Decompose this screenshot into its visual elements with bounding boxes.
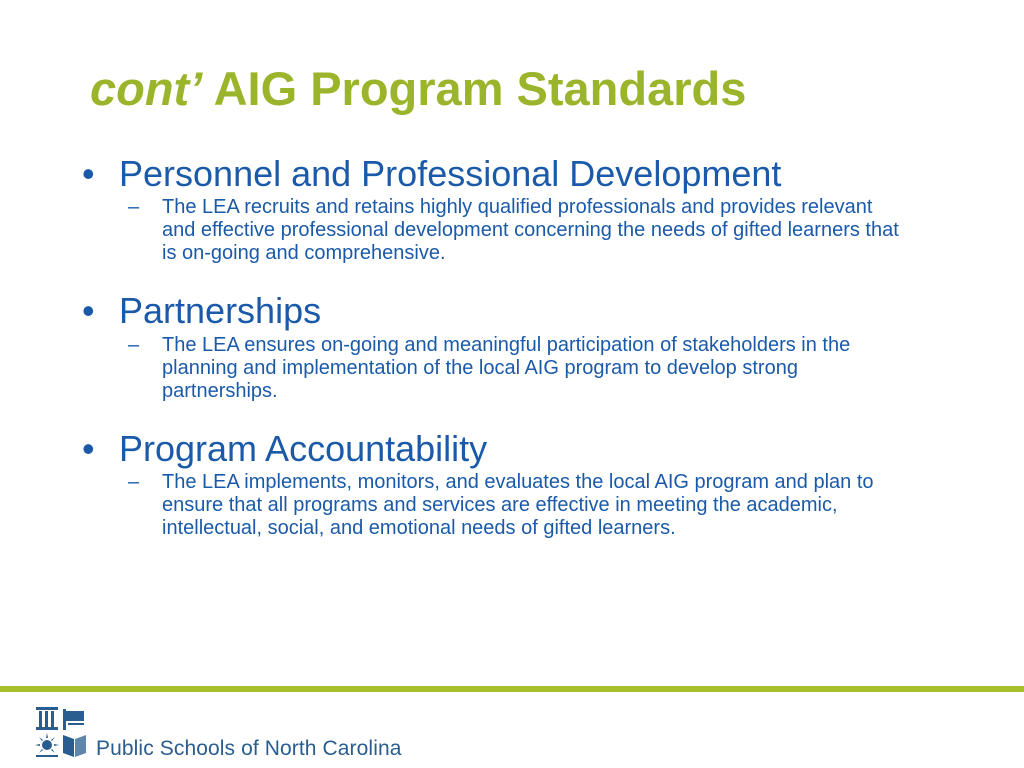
dash-icon: –	[128, 471, 140, 494]
bullet-icon: •	[82, 290, 95, 332]
bullet-heading	[82, 428, 982, 469]
list-item	[82, 428, 982, 540]
title-main-text: AIG Program Standards	[202, 62, 747, 115]
nc-schools-logo-icon	[34, 705, 88, 759]
list-item	[82, 290, 982, 402]
bullet-icon: •	[82, 153, 95, 194]
slide-title	[90, 62, 746, 116]
dash-icon: –	[128, 196, 140, 219]
bullet-heading-text: Partnerships	[119, 290, 322, 332]
title-italic-prefix: cont’	[90, 62, 203, 115]
sub-bullet-text: The LEA recruits and retains highly qualified professionals and provides relevant and effective professional development concerning the needs of gifted learners that is on-going and comprehensive.	[162, 196, 899, 265]
sub-bullet	[128, 334, 908, 403]
sub-bullet-text: The LEA implements, monitors, and evaluates the local AIG program and plan to ensure that all programs and services are effective in meeting the academic, intellectual, social, and emotional needs of gifted learners.	[162, 471, 874, 540]
list-item	[82, 153, 982, 265]
dash-icon: –	[128, 333, 140, 356]
sub-bullet	[128, 471, 908, 540]
bullet-icon: •	[82, 427, 95, 469]
bullet-heading-text: Program Accountability	[119, 427, 488, 469]
bullet-heading	[82, 290, 982, 331]
bullet-heading	[82, 153, 982, 194]
sub-bullet	[128, 196, 908, 265]
sub-bullet-text: The LEA ensures on-going and meaningful participation of stakeholders in the planning and implementation of the local AIG program to develop strong partnerships.	[162, 333, 851, 402]
bullet-heading-text: Personnel and Professional Development	[119, 153, 782, 194]
footer-organization-name: Public Schools of North Carolina	[96, 737, 402, 760]
footer-divider	[0, 686, 1024, 692]
bullet-list	[82, 153, 982, 565]
